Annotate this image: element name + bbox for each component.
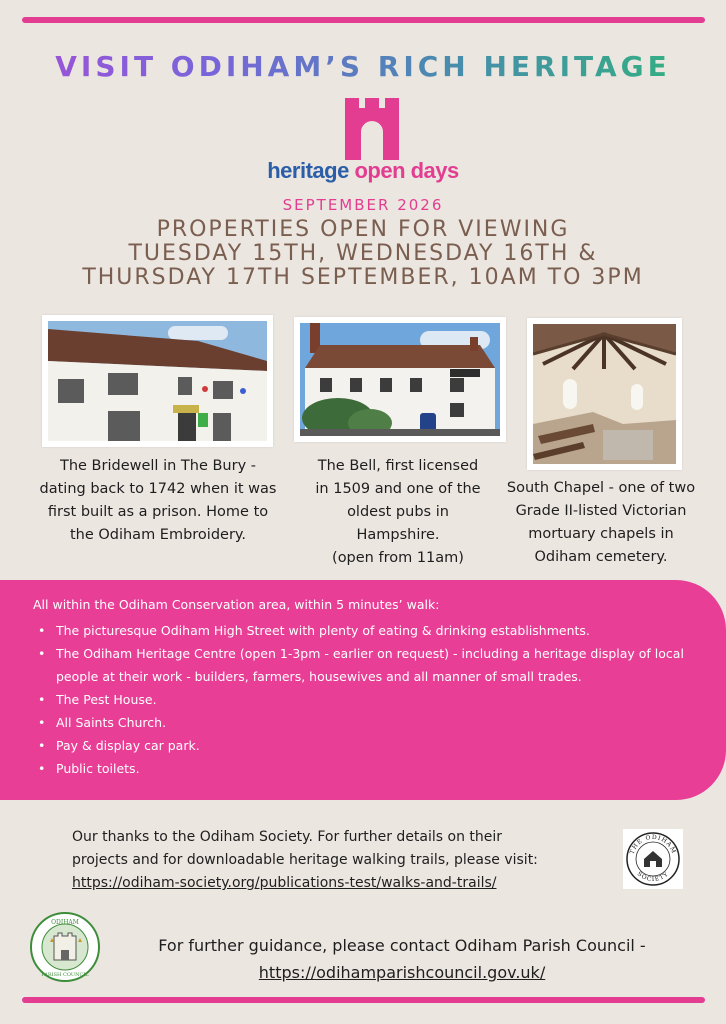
dates-line-3: THURSDAY 17TH SEPTEMBER, 10AM TO 3PM	[82, 265, 644, 290]
heritage-open-days-logo	[245, 98, 481, 188]
caption-line: oldest pubs in	[347, 504, 449, 520]
caption-line: South Chapel - one of two	[506, 480, 696, 496]
caption-line: Grade II-listed Victorian	[515, 503, 687, 519]
page-title: VISIT ODIHAM’S RICH HERITAGE	[0, 50, 726, 83]
contact-section	[112, 932, 692, 986]
odiham-parish-council-logo	[30, 912, 100, 982]
logo-word-open-days: open days	[354, 158, 459, 183]
bell-caption	[300, 455, 496, 570]
south-chapel-interior-photo	[527, 318, 682, 470]
thanks-line-1: Our thanks to the Odiham Society. For further details on their	[72, 829, 503, 845]
list-item: • Pay & display car park.	[38, 734, 706, 757]
caption-line: Hampshire.	[356, 527, 440, 543]
caption-line: The Bell, first licensed	[317, 458, 479, 474]
odiham-society-logo	[623, 829, 683, 889]
odiham-society-link[interactable]: https://odiham-society.org/publications-test/walks-and-trails/	[72, 875, 497, 891]
south-chapel-caption	[496, 477, 706, 569]
list-item: • The Pest House.	[38, 688, 706, 711]
attractions-list	[38, 619, 706, 780]
bridewell-caption	[28, 455, 288, 547]
castle-icon	[345, 98, 399, 160]
caption-line: the Odiham Embroidery.	[69, 527, 247, 543]
logo-word-heritage: heritage	[267, 158, 349, 183]
list-item: • The picturesque Odiham High Street with plenty of eating & drinking establishments.	[38, 619, 706, 642]
bottom-divider	[22, 997, 705, 1003]
thanks-section	[72, 826, 602, 895]
caption-line: Odiham cemetery.	[534, 549, 668, 565]
bridewell-building-photo	[42, 315, 273, 447]
svg-text:THE ODIHAM: THE ODIHAM	[628, 833, 678, 856]
thanks-line-2: projects and for downloadable heritage walking trails, please visit:	[72, 852, 538, 868]
caption-line: in 1509 and one of the	[315, 481, 481, 497]
info-band-intro: All within the Odiham Conservation area, within 5 minutes’ walk:	[33, 597, 440, 612]
event-month: SEPTEMBER 2026	[282, 196, 444, 214]
caption-line: first built as a prison. Home to	[47, 504, 269, 520]
event-dates	[0, 218, 726, 290]
list-item: • All Saints Church.	[38, 711, 706, 734]
bell-pub-photo	[294, 317, 506, 442]
caption-line: The Bridewell in The Bury -	[59, 458, 256, 474]
parish-council-link[interactable]: https://odihamparishcouncil.gov.uk/	[258, 963, 546, 982]
svg-text:PARISH COUNCIL: PARISH COUNCIL	[41, 972, 89, 978]
logo-wordmark	[248, 158, 478, 184]
svg-text:ODIHAM: ODIHAM	[51, 919, 79, 926]
top-divider	[22, 17, 705, 23]
dates-line-1: PROPERTIES OPEN FOR VIEWING	[156, 217, 570, 242]
caption-line: mortuary chapels in	[528, 526, 674, 542]
dates-line-2: TUESDAY 15TH, WEDNESDAY 16TH &	[128, 241, 598, 266]
svg-text:SOCIETY: SOCIETY	[635, 870, 671, 884]
caption-line: dating back to 1742 when it was	[39, 481, 277, 497]
list-item: • The Odiham Heritage Centre (open 1-3pm - earlier on request) - including a heritage display of local people at their work - builders, farmers, housewives and all manner of small trades.	[38, 642, 706, 688]
contact-text: For further guidance, please contact Odiham Parish Council -	[158, 936, 646, 955]
list-item: • Public toilets.	[38, 757, 706, 780]
caption-line: (open from 11am)	[332, 550, 464, 566]
